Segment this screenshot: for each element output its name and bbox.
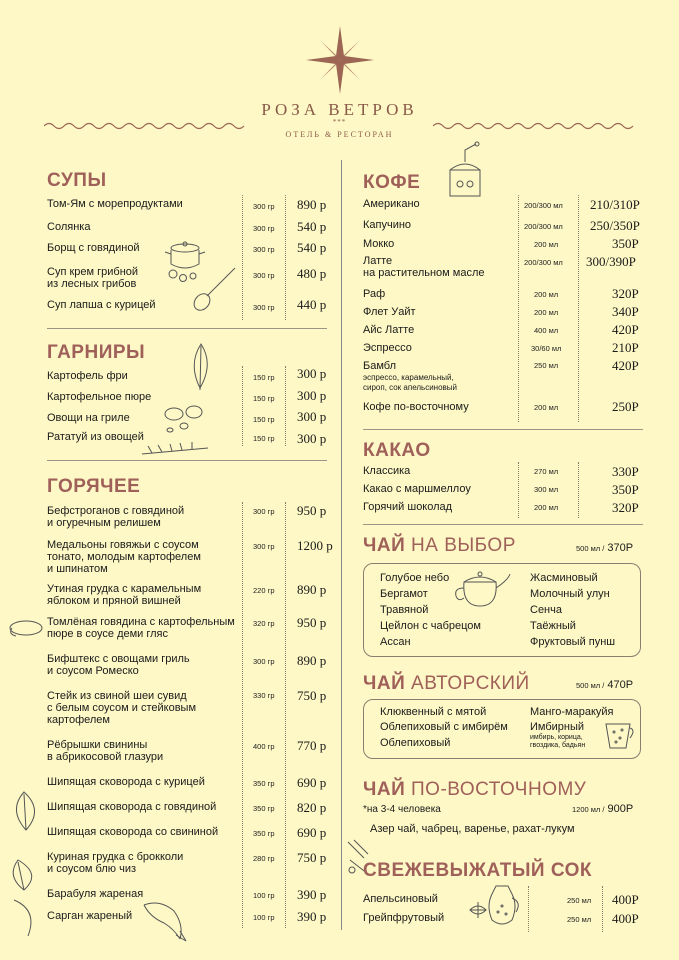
section-title-hot: ГОРЯЧЕЕ bbox=[47, 476, 141, 497]
tea-east-title-bold: ЧАЙ bbox=[363, 779, 406, 800]
item-qty: 200/300 мл bbox=[524, 201, 563, 210]
tea-item-sub: имбирь, корица, bbox=[530, 734, 583, 741]
item-price: 690 р bbox=[297, 825, 327, 840]
menu-item: Бифштекс с овощами гриль bbox=[47, 653, 190, 665]
menu-item: Картофельное пюре bbox=[47, 391, 152, 403]
item-price: 390 р bbox=[297, 887, 327, 902]
item-price: 750 р bbox=[297, 850, 327, 865]
sauce-boat-illustration bbox=[6, 614, 46, 644]
item-price: 330Р bbox=[612, 464, 639, 479]
item-qty: 350 гр bbox=[253, 829, 275, 838]
menu-item: Куриная грудка с брокколи bbox=[47, 851, 184, 863]
menu-item: Картофель фри bbox=[47, 370, 128, 382]
item-qty: 200/300 мл bbox=[524, 222, 563, 231]
menu-item-line2: яблоком и пряной вишней bbox=[47, 595, 181, 607]
menu-item-line3: и шпинатом bbox=[47, 563, 108, 575]
item-qty: 30/60 мл bbox=[531, 344, 562, 353]
column-separator bbox=[341, 160, 342, 930]
menu-item: Грейпфрутовый bbox=[363, 912, 445, 924]
item-qty: 250 мл bbox=[567, 915, 592, 924]
vegetables-illustration bbox=[160, 400, 210, 440]
divider bbox=[47, 460, 327, 461]
item-price: 1200 р bbox=[297, 538, 333, 553]
coffee-grinder-illustration bbox=[440, 140, 490, 200]
item-qty: 100 гр bbox=[253, 891, 275, 900]
menu-item: Бефстроганов с говядиной bbox=[47, 505, 185, 517]
item-qty: 300 гр bbox=[253, 245, 275, 254]
menu-item-sub: эспрессо, карамельный, bbox=[363, 373, 454, 382]
menu-item: Томлёная говядина с картофельным bbox=[47, 616, 235, 628]
juice-jug-illustration bbox=[466, 880, 526, 930]
tea-item-sub: гвоздика, бадьян bbox=[530, 742, 586, 749]
item-price: 300 р bbox=[297, 431, 327, 446]
section-title-cocoa: КАКАО bbox=[363, 440, 431, 461]
divider bbox=[363, 429, 643, 430]
menu-item: Капучино bbox=[363, 219, 412, 231]
hot-divider-2 bbox=[285, 502, 286, 928]
wave-divider-right bbox=[433, 118, 638, 134]
item-qty: 300 гр bbox=[253, 657, 275, 666]
coffee-divider-1 bbox=[518, 195, 519, 422]
item-qty: 150 гр bbox=[253, 394, 275, 403]
menu-item-line2: на растительном масле bbox=[363, 267, 485, 279]
tea-choice-volume: 500 мл / bbox=[576, 544, 605, 553]
item-price: 250/350Р bbox=[590, 218, 640, 233]
menu-item: Суп лапша с курицей bbox=[47, 299, 156, 311]
item-qty: 100 гр bbox=[253, 913, 275, 922]
item-qty: 250 мл bbox=[534, 361, 559, 370]
item-qty: 400 гр bbox=[253, 742, 275, 751]
cocoa-divider-1 bbox=[518, 462, 519, 518]
compass-rose-logo bbox=[306, 26, 374, 94]
item-price: 440 р bbox=[297, 297, 327, 312]
menu-item-line2: из лесных грибов bbox=[47, 278, 137, 290]
item-price: 690 р bbox=[297, 775, 327, 790]
hot-divider-1 bbox=[242, 502, 243, 928]
tea-author-price-value: 470Р bbox=[607, 679, 634, 691]
tea-item: Имбирный bbox=[530, 721, 585, 733]
menu-item: Бамбл bbox=[363, 360, 396, 372]
tea-item: Облепиховый с имбирём bbox=[380, 721, 508, 733]
item-price: 540 р bbox=[297, 219, 327, 234]
tea-east-volume: 1200 мл / bbox=[572, 805, 605, 814]
item-qty: 200 мл bbox=[534, 290, 559, 299]
tea-item: Голубое небо bbox=[380, 572, 450, 584]
item-qty: 300 гр bbox=[253, 202, 275, 211]
tea-choice-price bbox=[576, 542, 633, 554]
soups-divider-1 bbox=[242, 195, 243, 320]
tea-author-volume: 500 мл / bbox=[576, 681, 605, 690]
item-qty: 300 гр bbox=[253, 507, 275, 516]
item-qty: 280 гр bbox=[253, 854, 275, 863]
tea-item: Молочный улун bbox=[530, 588, 610, 600]
tea-item: Ассан bbox=[380, 636, 411, 648]
menu-item: Апельсиновый bbox=[363, 893, 438, 905]
menu-item: Шипящая сковорода с курицей bbox=[47, 776, 205, 788]
sides-divider-1 bbox=[242, 366, 243, 446]
item-price: 420Р bbox=[612, 322, 639, 337]
menu-item: Стейк из свиной шеи сувид bbox=[47, 690, 187, 702]
item-qty: 300 гр bbox=[253, 224, 275, 233]
menu-item-line2: с белым соусом и стейковым bbox=[47, 702, 197, 714]
divider bbox=[47, 328, 327, 329]
tea-item: Сенча bbox=[530, 604, 562, 616]
divider bbox=[363, 524, 643, 525]
menu-item: Утиная грудка с карамельным bbox=[47, 583, 202, 595]
fish-illustration bbox=[140, 895, 190, 945]
menu-item: Американо bbox=[363, 198, 420, 210]
teapot-illustration bbox=[450, 566, 512, 612]
menu-item: Айс Латте bbox=[363, 324, 415, 336]
juice-divider-1 bbox=[528, 886, 529, 932]
menu-item: Кофе по-восточному bbox=[363, 401, 469, 413]
menu-item: Суп крем грибной bbox=[47, 266, 139, 278]
tea-east-price-value: 900Р bbox=[607, 803, 634, 815]
section-title-juice: СВЕЖЕВЫЖАТЫЙ СОК bbox=[363, 860, 592, 881]
juice-divider-2 bbox=[602, 886, 603, 932]
item-qty: 250 мл bbox=[567, 896, 592, 905]
item-price: 750 р bbox=[297, 688, 327, 703]
item-qty: 150 гр bbox=[253, 373, 275, 382]
tea-author-title-light: АВТОРСКИЙ bbox=[411, 673, 530, 694]
menu-item: Сарган жареный bbox=[47, 910, 133, 922]
menu-item: Шипящая сковорода со свининой bbox=[47, 826, 219, 838]
item-qty: 150 гр bbox=[253, 415, 275, 424]
menu-item: Горячий шоколад bbox=[363, 501, 453, 513]
item-price: 820 р bbox=[297, 800, 327, 815]
item-price: 950 р bbox=[297, 615, 327, 630]
section-title-tea-choice bbox=[363, 535, 516, 557]
item-price: 300 р bbox=[297, 366, 327, 381]
item-qty: 300 гр bbox=[253, 303, 275, 312]
item-price: 950 р bbox=[297, 503, 327, 518]
menu-item: Рёбрышки свинины bbox=[47, 739, 148, 751]
tea-choice-price-value: 370Р bbox=[607, 542, 634, 554]
item-price: 300 р bbox=[297, 388, 327, 403]
item-qty: 200 мл bbox=[534, 403, 559, 412]
menu-item: Какао с маршмеллоу bbox=[363, 483, 471, 495]
item-price: 300/390Р bbox=[586, 254, 636, 269]
item-price: 890 р bbox=[297, 653, 327, 668]
menu-item: Борщ с говядиной bbox=[47, 242, 140, 254]
item-price: 350Р bbox=[612, 482, 639, 497]
tea-item: Жасминовый bbox=[530, 572, 598, 584]
menu-item-sub: сироп, сок апельсиновый bbox=[363, 383, 458, 392]
item-qty: 330 гр bbox=[253, 691, 275, 700]
menu-item-line2: в абрикосовой глазури bbox=[47, 751, 164, 763]
tea-east-price bbox=[572, 803, 633, 815]
item-qty: 200 мл bbox=[534, 240, 559, 249]
tea-east-title-light: ПО-ВОСТОЧНОМУ bbox=[411, 779, 587, 800]
item-qty: 300 мл bbox=[534, 485, 559, 494]
herb-illustration bbox=[140, 440, 210, 460]
menu-item: Медальоны говяжьи с соусом bbox=[47, 539, 199, 551]
tea-author-title-bold: ЧАЙ bbox=[363, 673, 406, 694]
menu-item-line2: и соусом блю чиз bbox=[47, 863, 137, 875]
item-price: 540 р bbox=[297, 240, 327, 255]
menu-item: Флет Уайт bbox=[363, 306, 416, 318]
menu-item: Классика bbox=[363, 465, 411, 477]
menu-item: Эспрессо bbox=[363, 342, 412, 354]
herbs-illustration bbox=[4, 790, 48, 940]
brand-name: РОЗА ВЕТРОВ bbox=[261, 100, 418, 119]
item-price: 890 р bbox=[297, 582, 327, 597]
sides-divider-2 bbox=[285, 366, 286, 446]
section-title-tea-east bbox=[363, 779, 586, 801]
item-qty: 220 гр bbox=[253, 586, 275, 595]
item-price: 480 р bbox=[297, 266, 327, 281]
item-qty: 300 гр bbox=[253, 271, 275, 280]
tea-author-price bbox=[576, 679, 633, 691]
item-price: 890 р bbox=[297, 197, 327, 212]
item-price: 320Р bbox=[612, 286, 639, 301]
item-qty: 400 мл bbox=[534, 326, 559, 335]
item-qty: 350 гр bbox=[253, 804, 275, 813]
menu-item: Раф bbox=[363, 288, 386, 300]
menu-item-line2: и огуречным релишем bbox=[47, 517, 161, 529]
section-title-sides: ГАРНИРЫ bbox=[47, 342, 146, 363]
brand-subtitle: ОТЕЛЬ & РЕСТОРАН bbox=[285, 130, 394, 139]
menu-item-line2: тонато, молодым картофелем bbox=[47, 551, 201, 563]
section-title-tea-author bbox=[363, 673, 530, 695]
menu-item: Овощи на гриле bbox=[47, 412, 130, 424]
tea-east-note: *на 3-4 человека bbox=[363, 804, 441, 815]
item-price: 400Р bbox=[612, 911, 639, 926]
menu-item-line2: и соусом Ромеско bbox=[47, 665, 139, 677]
item-price: 350Р bbox=[612, 236, 639, 251]
cocoa-divider-2 bbox=[578, 462, 579, 518]
item-price: 320Р bbox=[612, 500, 639, 515]
menu-item: Барабуля жареная bbox=[47, 888, 144, 900]
menu-item-line3: картофелем bbox=[47, 714, 110, 726]
section-title-soups: СУПЫ bbox=[47, 170, 107, 191]
item-price: 210Р bbox=[612, 340, 639, 355]
item-qty: 200 мл bbox=[534, 308, 559, 317]
tea-item: Фруктовый пунш bbox=[530, 636, 616, 648]
wave-divider-left bbox=[44, 118, 249, 134]
item-qty: 270 мл bbox=[534, 467, 559, 476]
tea-item: Клюквенный с мятой bbox=[380, 706, 487, 718]
item-price: 340Р bbox=[612, 304, 639, 319]
tea-item: Манго-маракуйя bbox=[530, 706, 614, 718]
teacup-illustration bbox=[602, 714, 636, 754]
item-price: 210/310Р bbox=[590, 197, 640, 212]
menu-item: Шипящая сковорода с говядиной bbox=[47, 801, 217, 813]
item-qty: 300 гр bbox=[253, 542, 275, 551]
tea-east-description: Азер чай, чабрец, варенье, рахат-лукум bbox=[370, 823, 575, 835]
item-qty: 200 мл bbox=[534, 503, 559, 512]
tea-item: Облепиховый bbox=[380, 737, 451, 749]
tea-item: Таёжный bbox=[530, 620, 576, 632]
item-price: 420Р bbox=[612, 358, 639, 373]
tea-item: Бергамот bbox=[380, 588, 428, 600]
item-price: 400Р bbox=[612, 892, 639, 907]
item-qty: 200/300 мл bbox=[524, 258, 563, 267]
menu-item: Рататуй из овощей bbox=[47, 431, 144, 443]
item-qty: 320 гр bbox=[253, 619, 275, 628]
section-title-coffee: КОФЕ bbox=[363, 172, 421, 193]
menu-item: Латте bbox=[363, 255, 393, 267]
item-price: 250Р bbox=[612, 399, 639, 414]
tea-choice-title-light: НА ВЫБОР bbox=[411, 535, 516, 556]
tea-choice-title-bold: ЧАЙ bbox=[363, 535, 406, 556]
tea-item: Травяной bbox=[380, 604, 429, 616]
item-qty: 150 гр bbox=[253, 434, 275, 443]
spoon-illustration bbox=[190, 264, 240, 314]
item-price: 390 р bbox=[297, 909, 327, 924]
brand-stars: *** bbox=[332, 118, 347, 126]
soups-divider-2 bbox=[285, 195, 286, 320]
coffee-divider-2 bbox=[578, 195, 579, 422]
item-price: 300 р bbox=[297, 409, 327, 424]
item-price: 770 р bbox=[297, 738, 327, 753]
leaf-illustration bbox=[186, 342, 216, 392]
menu-item: Солянка bbox=[47, 221, 91, 233]
item-qty: 350 гр bbox=[253, 779, 275, 788]
menu-item: Мокко bbox=[363, 238, 395, 250]
tea-item: Цейлон с чабрецом bbox=[380, 620, 481, 632]
menu-item-line2: пюре в соусе деми гляс bbox=[47, 628, 169, 640]
